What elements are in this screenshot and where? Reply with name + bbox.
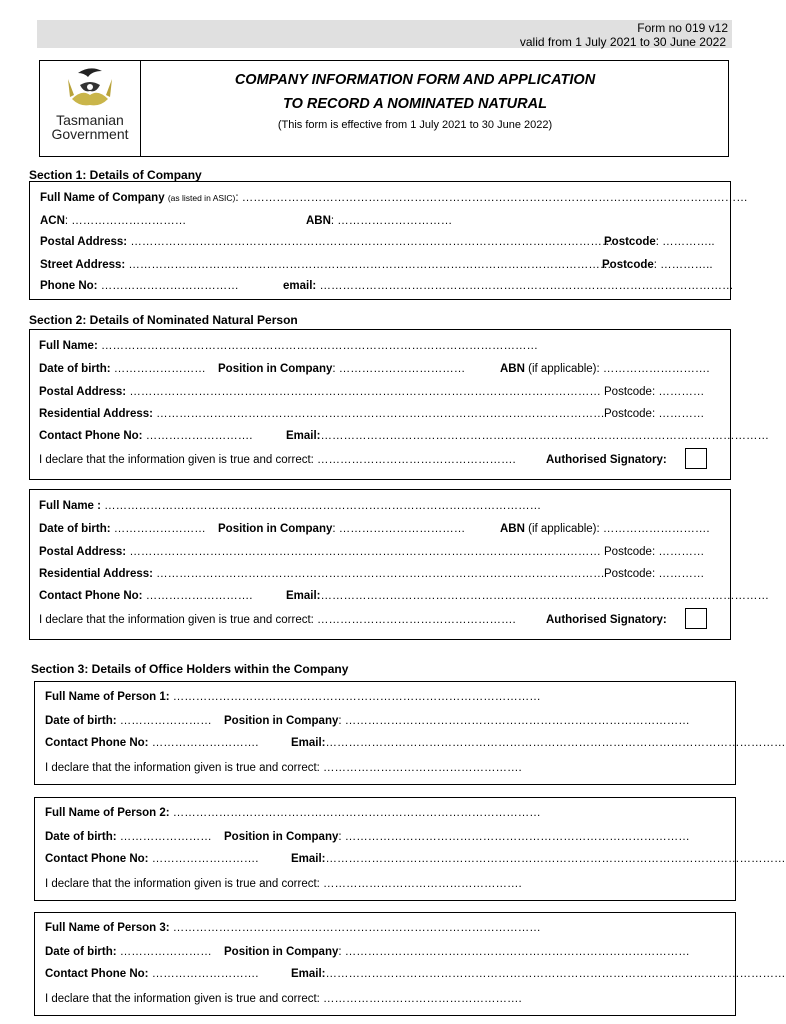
np1-dob-dots: …………………… <box>110 363 206 375</box>
oh2-contact-dots: ………………………. <box>148 853 259 865</box>
np1-abn-label: ABN <box>500 363 525 375</box>
np2-contact-dots: ………………………. <box>142 590 253 602</box>
form-effective-note: (This form is effective from 1 July 2021 to 30 June 2022) <box>277 119 553 131</box>
oh1-email-dots: ………………………………………………………………………………………………………… <box>325 737 786 749</box>
np1-position-dots: : …………………………… <box>332 363 466 375</box>
oh3-email-label: Email: <box>291 968 326 980</box>
np2-email-field[interactable] <box>286 590 770 602</box>
np2-email-label: Email: <box>286 590 321 602</box>
company-name-dots: : …………………………………………………………………………………………………………………… <box>235 192 748 204</box>
form-title-line1: COMPANY INFORMATION FORM AND APPLICATION <box>234 72 596 88</box>
oh2-position-field[interactable] <box>224 831 690 843</box>
np2-res-postcode-field[interactable] <box>604 568 704 580</box>
oh1-position-label: Position in Company <box>224 715 339 727</box>
np2-postal-label: Postal Address: <box>39 546 127 558</box>
oh3-position-dots: : ……………………………………………………………………………… <box>338 946 690 958</box>
tasmanian-government-logo-icon <box>60 65 120 115</box>
oh2-declaration: I declare that the information given is true and correct: ……………………………………………. <box>45 878 522 890</box>
oh2-email-dots: ………………………………………………………………………………………………………… <box>325 853 786 865</box>
oh2-full-name-field[interactable] <box>45 807 541 819</box>
street-address-field[interactable] <box>40 259 611 271</box>
np2-abn-label: ABN <box>500 523 525 535</box>
np2-position-dots: : …………………………… <box>332 523 466 535</box>
oh3-full-name-field[interactable] <box>45 922 541 934</box>
oh3-email-field[interactable] <box>291 968 786 980</box>
np1-abn-note: (if applicable) <box>524 363 597 375</box>
oh2-contact-field[interactable] <box>45 853 258 865</box>
phone-label: Phone No: <box>40 280 98 292</box>
acn-dots: : ………………………… <box>64 215 187 227</box>
np2-full-name-label: Full Name : <box>39 500 101 512</box>
street-postcode-field[interactable] <box>602 259 713 271</box>
oh3-email-dots: ………………………………………………………………………………………………………… <box>325 968 786 980</box>
np1-abn-dots: : ………………………. <box>596 363 710 375</box>
np1-dob-label: Date of birth: <box>39 363 111 375</box>
email-label: email: <box>283 280 317 292</box>
acn-field[interactable] <box>40 215 186 227</box>
np1-signatory-checkbox[interactable] <box>685 448 707 469</box>
section3-heading: Section 3: Details of Office Holders within the Company <box>31 662 349 676</box>
np2-signatory-label: Authorised Signatory: <box>546 614 667 626</box>
postal-postcode-field[interactable] <box>604 236 715 248</box>
np1-postal-label: Postal Address: <box>39 386 127 398</box>
logo-text-line1: Tasmanian <box>56 112 124 128</box>
oh1-declaration: I declare that the information given is true and correct: ……………………………………………. <box>45 762 522 774</box>
np1-signatory-label: Authorised Signatory: <box>546 454 667 466</box>
oh1-position-dots: : ……………………………………………………………………………… <box>338 715 690 727</box>
np2-postcode-label: Postcode: <box>604 546 656 558</box>
nominated-person-box-1 <box>29 329 770 480</box>
np1-position-label: Position in Company <box>218 363 333 375</box>
np2-dob-dots: …………………… <box>110 523 206 535</box>
np2-email-dots: ……………………………………………………………………………………………………… <box>320 590 770 602</box>
np1-residential-dots: ……………………………………………………………………………………………………… <box>152 408 605 420</box>
street-postcode-dots: : ………….. <box>653 259 713 271</box>
oh3-declaration: I declare that the information given is true and correct: ……………………………………………. <box>45 993 522 1005</box>
np2-residential-field[interactable] <box>39 568 605 580</box>
street-address-dots: ……………………………………………………………………………………………………………… <box>125 259 612 271</box>
np2-postcode-dots: ………… <box>655 546 705 558</box>
oh3-position-field[interactable] <box>224 946 690 958</box>
np1-postcode-field[interactable] <box>604 386 704 398</box>
np2-res-postcode-dots: ………… <box>655 568 705 580</box>
oh2-dob-field[interactable] <box>45 831 212 843</box>
np1-postcode-label: Postcode: <box>604 386 656 398</box>
postal-address-field[interactable] <box>40 236 613 248</box>
form-title-line2: TO RECORD A NOMINATED NATURAL <box>283 96 547 112</box>
np2-position-label: Position in Company <box>218 523 333 535</box>
title-box <box>39 60 729 157</box>
oh2-dob-dots: …………………… <box>116 831 212 843</box>
phone-field[interactable] <box>40 280 239 292</box>
email-dots: ……………………………………………………………………………………………… <box>316 280 734 292</box>
abn-dots: : ………………………… <box>330 215 453 227</box>
np2-postal-dots: …………………………………………………………………………………………………………… <box>126 546 601 558</box>
np2-contact-label: Contact Phone No: <box>39 590 143 602</box>
np1-postcode-dots: ………… <box>655 386 705 398</box>
np1-declaration: I declare that the information given is true and correct: ……………………………………………. <box>39 454 516 466</box>
company-name-label: Full Name of Company <box>40 192 165 204</box>
np1-contact-field[interactable] <box>39 430 252 442</box>
oh2-email-field[interactable] <box>291 853 786 865</box>
np1-res-postcode-label: Postcode: <box>604 408 656 420</box>
postal-address-dots: ……………………………………………………………………………………………………………… <box>127 236 614 248</box>
oh3-position-label: Position in Company <box>224 946 339 958</box>
form-number: Form no 019 v12 <box>637 21 728 35</box>
office-holder-box-2 <box>34 797 786 901</box>
np1-full-name-field[interactable] <box>39 340 538 352</box>
oh3-dob-dots: …………………… <box>116 946 212 958</box>
np2-residential-label: Residential Address: <box>39 568 153 580</box>
np1-residential-label: Residential Address: <box>39 408 153 420</box>
np1-residential-field[interactable] <box>39 408 605 420</box>
section2-heading: Section 2: Details of Nominated Natural Person <box>29 313 298 327</box>
oh2-position-label: Position in Company <box>224 831 339 843</box>
oh3-dob-field[interactable] <box>45 946 212 958</box>
office-holder-box-3 <box>34 912 786 1016</box>
street-address-label: Street Address: <box>40 259 126 271</box>
oh3-full-name-dots: …………………………………………………………………………………… <box>169 922 541 934</box>
np1-contact-dots: ………………………. <box>142 430 253 442</box>
oh1-contact-field[interactable] <box>45 737 258 749</box>
np1-res-postcode-field[interactable] <box>604 408 704 420</box>
oh1-dob-field[interactable] <box>45 715 212 727</box>
oh3-dob-label: Date of birth: <box>45 946 117 958</box>
np2-full-name-dots: …………………………………………………………………………………………………… <box>100 500 542 512</box>
company-name-field[interactable] <box>40 192 748 204</box>
oh1-full-name-field[interactable] <box>45 691 541 703</box>
np2-abn-dots: : ………………………. <box>596 523 710 535</box>
section1-heading: Section 1: Details of Company <box>29 168 202 182</box>
np2-declaration: I declare that the information given is true and correct: ……………………………………………. <box>39 614 516 626</box>
nominated-person-box-2 <box>29 489 770 640</box>
oh2-position-dots: : ……………………………………………………………………………… <box>338 831 690 843</box>
valid-dates: valid from 1 July 2021 to 30 June 2022 <box>519 35 726 49</box>
np1-email-label: Email: <box>286 430 321 442</box>
abn-field[interactable] <box>306 215 452 227</box>
np2-dob-label: Date of birth: <box>39 523 111 535</box>
oh3-contact-dots: ………………………. <box>148 968 259 980</box>
oh1-full-name-dots: …………………………………………………………………………………… <box>169 691 541 703</box>
np2-contact-field[interactable] <box>39 590 252 602</box>
phone-dots: ……………………………… <box>97 280 239 292</box>
oh2-full-name-label: Full Name of Person 2: <box>45 807 170 819</box>
np1-email-field[interactable] <box>286 430 770 442</box>
np2-res-postcode-label: Postcode: <box>604 568 656 580</box>
oh3-contact-label: Contact Phone No: <box>45 968 149 980</box>
np2-postal-field[interactable] <box>39 546 601 558</box>
oh1-full-name-label: Full Name of Person 1: <box>45 691 170 703</box>
oh1-dob-label: Date of birth: <box>45 715 117 727</box>
oh1-dob-dots: …………………… <box>116 715 212 727</box>
postal-address-label: Postal Address: <box>40 236 128 248</box>
oh2-full-name-dots: …………………………………………………………………………………… <box>169 807 541 819</box>
oh2-email-label: Email: <box>291 853 326 865</box>
email-field[interactable] <box>283 280 734 292</box>
oh3-contact-field[interactable] <box>45 968 258 980</box>
np1-full-name-label: Full Name: <box>39 340 98 352</box>
np2-postcode-field[interactable] <box>604 546 704 558</box>
oh3-full-name-label: Full Name of Person 3: <box>45 922 170 934</box>
np2-residential-dots: ……………………………………………………………………………………………………… <box>152 568 605 580</box>
np1-res-postcode-dots: ………… <box>655 408 705 420</box>
oh1-email-label: Email: <box>291 737 326 749</box>
street-postcode-label: Postcode <box>602 259 654 271</box>
oh1-contact-dots: ………………………. <box>148 737 259 749</box>
np2-full-name-field[interactable] <box>39 500 541 512</box>
np2-abn-field[interactable] <box>500 523 710 535</box>
company-name-note: (as listed in ASIC) <box>167 193 236 203</box>
postal-postcode-dots: : ………….. <box>655 236 715 248</box>
np1-abn-field[interactable] <box>500 363 710 375</box>
oh2-contact-label: Contact Phone No: <box>45 853 149 865</box>
logo-cell <box>40 61 141 156</box>
office-holder-box-1 <box>34 681 786 785</box>
np1-postal-field[interactable] <box>39 386 601 398</box>
oh1-email-field[interactable] <box>291 737 786 749</box>
abn-label: ABN <box>306 215 331 227</box>
np2-signatory-checkbox[interactable] <box>685 608 707 629</box>
np1-email-dots: ……………………………………………………………………………………………………… <box>320 430 770 442</box>
oh2-dob-label: Date of birth: <box>45 831 117 843</box>
np1-contact-label: Contact Phone No: <box>39 430 143 442</box>
logo-text-line2: Government <box>51 126 129 142</box>
np1-postal-dots: …………………………………………………………………………………………………………… <box>126 386 601 398</box>
np1-dob-field[interactable] <box>39 363 206 375</box>
oh1-contact-label: Contact Phone No: <box>45 737 149 749</box>
acn-label: ACN <box>40 215 65 227</box>
oh1-position-field[interactable] <box>224 715 690 727</box>
np2-dob-field[interactable] <box>39 523 206 535</box>
np1-full-name-dots: …………………………………………………………………………………………………… <box>97 340 538 352</box>
np2-position-field[interactable] <box>218 523 465 535</box>
np1-position-field[interactable] <box>218 363 465 375</box>
postal-postcode-label: Postcode <box>604 236 656 248</box>
np2-abn-note: (if applicable) <box>524 523 597 535</box>
section1-box <box>29 181 748 300</box>
